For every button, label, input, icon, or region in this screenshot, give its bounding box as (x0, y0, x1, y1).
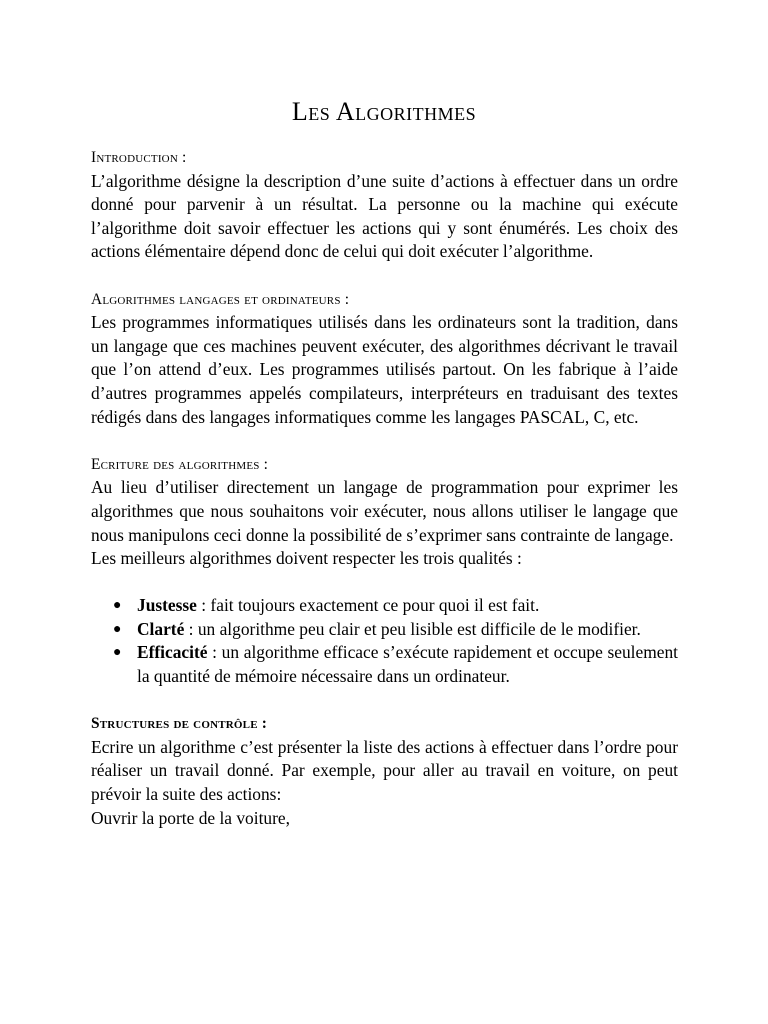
paragraph-spacer (91, 689, 678, 713)
quality-term: Efficacité (137, 642, 208, 663)
section-ecriture (91, 453, 678, 689)
bullet-icon: ● (113, 598, 122, 614)
qualities-list (91, 594, 678, 688)
bullet-icon: ● (113, 621, 122, 637)
document-body (91, 146, 678, 830)
paragraph: Les programmes informatiques utilisés dans les ordinateurs sont la tradition, dans un langage que ces machines peuvent exécuter, des algorithmes décrivant le travail que l’on attend d’eux. Les programmes utilisés partout. On les fabrique à l’aide d’autres programmes appelés compilateurs, interpréteurs en traduisant des textes rédigés dans des langages informatiques comme les langages PASCAL, C, etc. (91, 312, 678, 427)
bullet-icon: ● (113, 645, 122, 661)
paragraph-spacer (91, 264, 678, 288)
section-structures (91, 712, 678, 830)
quality-description: : un algorithme peu clair et peu lisible est difficile de le modifier. (184, 618, 641, 639)
list-item (91, 618, 678, 642)
quality-term: Justesse (137, 595, 197, 616)
paragraph-spacer (91, 571, 678, 595)
list-item (91, 641, 678, 688)
document-title: Les Algorithmes (291, 97, 477, 126)
paragraph: Ouvrir la porte de la voiture, (91, 807, 290, 828)
section-heading: Ecriture des algorithmes : (91, 455, 269, 473)
quality-term: Clarté (137, 618, 185, 639)
paragraph: Au lieu d’utiliser directement un langage de programmation pour exprimer les algorithmes que nous souhaitons voir exécuter, nous allons utiliser le langage que nous manipulons ceci donne la possibilité de s’exprimer sans contrainte de langage. (91, 477, 678, 545)
quality-description: : fait toujours exactement ce pour quoi il est fait. (196, 595, 540, 616)
paragraph: Ecrire un algorithme c’est présenter la liste des actions à effectuer dans l’ordre pour réaliser un travail donné. Par exemple, pour aller au travail en voiture, on peut prévoir la suite des actions: (91, 736, 678, 805)
paragraph: Les meilleurs algorithmes doivent respecter les trois qualités : (91, 548, 522, 569)
quality-description: : un algorithme efficace s’exécute rapidement et occupe seulement la quantité de mémoire nécessaire dans un ordinateur. (137, 642, 678, 687)
list-item (91, 594, 678, 618)
paragraph: L’algorithme désigne la description d’une suite d’actions à effectuer dans un ordre donné pour parvenir à un résultat. La personne ou la machine qui exécute l’algorithme doit savoir effectuer les actions qui y sont énumérés. Les choix des actions élémentaire dépend donc de celui qui doit exécuter l’algorithme. (91, 170, 678, 262)
section-algorithmes-langages (91, 288, 678, 430)
section-introduction (91, 146, 678, 264)
section-heading: Structures de contrôle : (91, 715, 268, 733)
section-heading: Algorithmes langages et ordinateurs : (91, 290, 350, 308)
paragraph-spacer (91, 429, 678, 453)
section-heading: Introduction : (91, 149, 187, 166)
